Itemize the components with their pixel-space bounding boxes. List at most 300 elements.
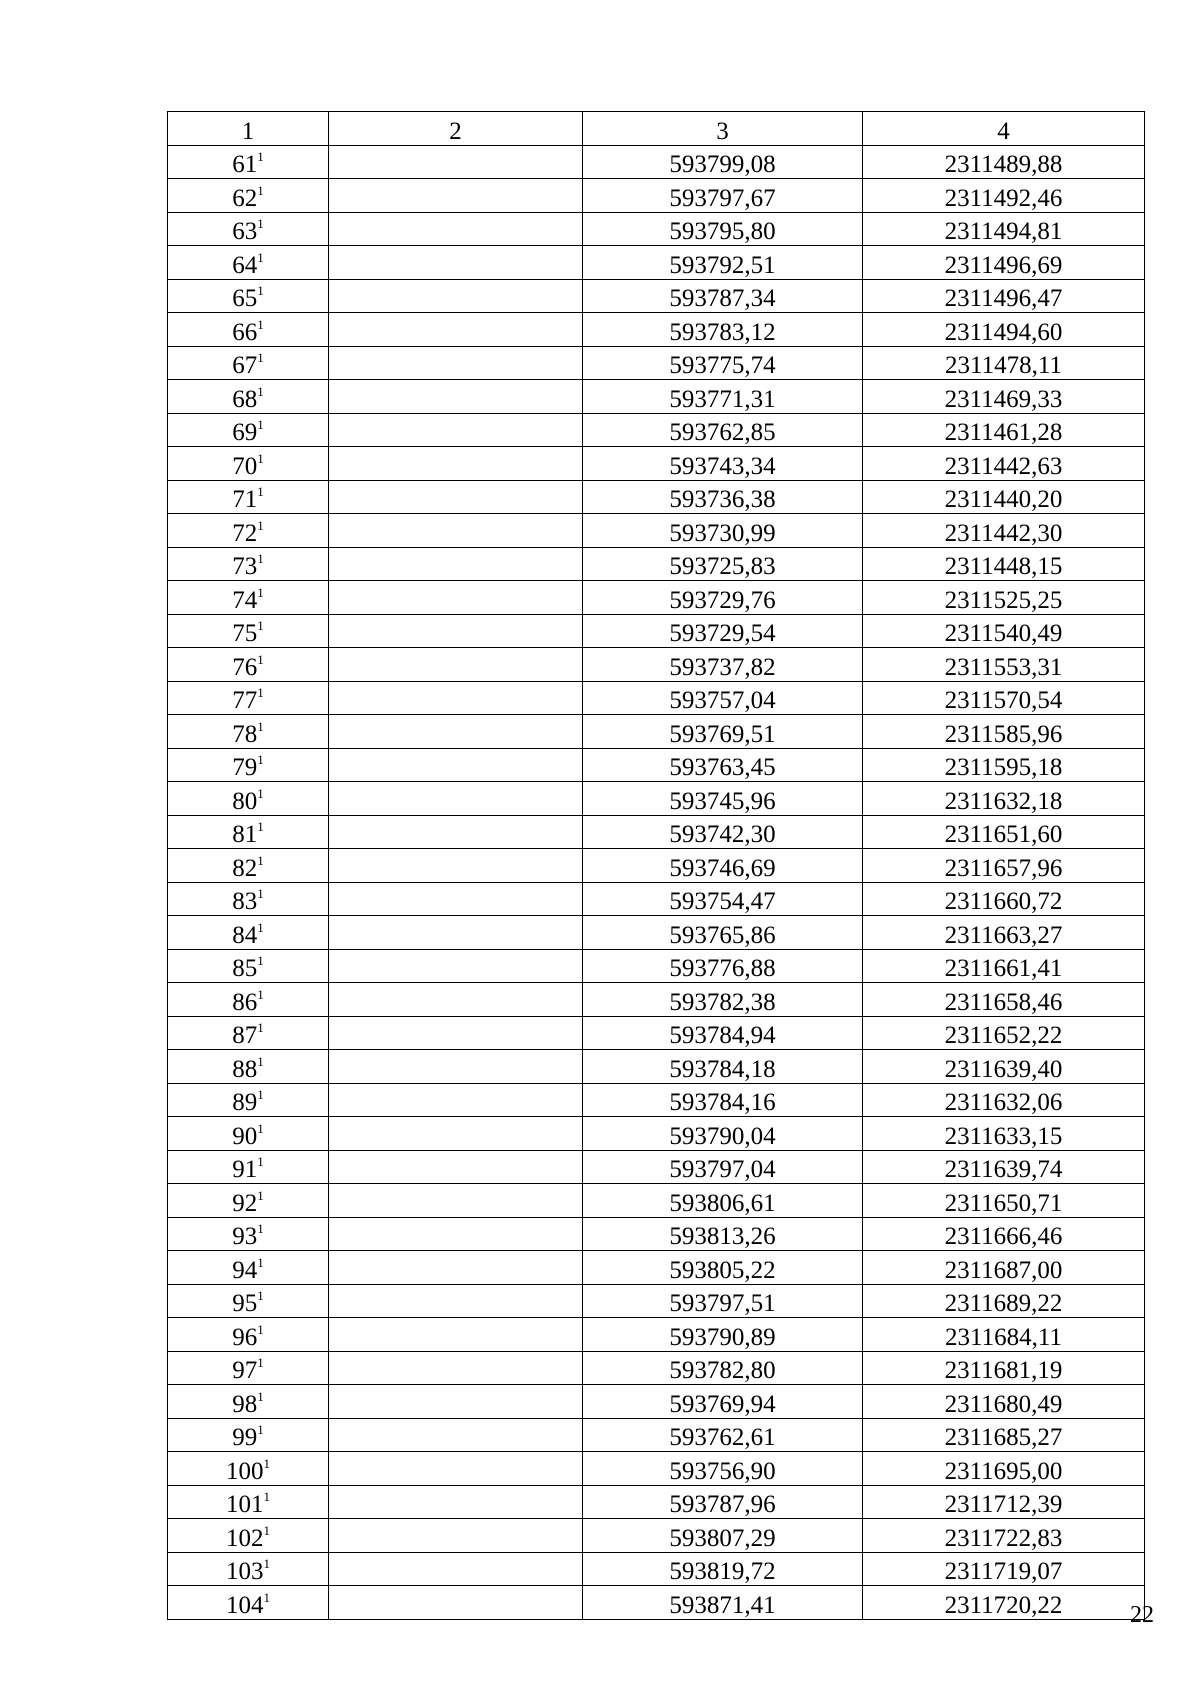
table-row: [168, 246, 1145, 280]
y-coordinate-cell: 2311570,54: [863, 681, 1145, 715]
point-number-superscript: 1: [257, 852, 264, 868]
point-number: 103: [226, 1558, 264, 1585]
point-number-superscript: 1: [257, 316, 264, 332]
x-coordinate-cell: 593745,96: [583, 782, 863, 816]
point-number: 102: [226, 1524, 264, 1552]
point-number-superscript: 1: [257, 182, 264, 198]
point-number-superscript: 1: [257, 1087, 264, 1102]
point-number: 73: [232, 553, 258, 580]
x-coordinate-cell: 593737,82: [583, 648, 863, 682]
point-number-superscript: 1: [257, 919, 264, 935]
x-coordinate-cell: 593790,89: [583, 1318, 863, 1352]
point-number-cell: [168, 1485, 329, 1519]
point-number-superscript: 1: [257, 1053, 264, 1069]
point-number-superscript: 1: [257, 718, 264, 734]
point-number: 92: [232, 1189, 258, 1217]
point-number: 66: [232, 318, 258, 346]
point-number: 63: [232, 218, 258, 245]
point-number-cell: [168, 380, 329, 414]
header-row: [168, 112, 1145, 146]
table-row: [168, 413, 1145, 447]
column-header-4: 4: [863, 112, 1145, 146]
name-cell: [329, 815, 583, 849]
table-row: [168, 849, 1145, 883]
y-coordinate-cell: 2311448,15: [863, 547, 1145, 581]
point-number: 89: [232, 1089, 258, 1116]
point-number-superscript: 1: [263, 1589, 270, 1605]
table-row: [168, 815, 1145, 849]
point-number-superscript: 1: [257, 1321, 264, 1337]
point-number-cell: [168, 748, 329, 782]
point-number-cell: [168, 1385, 329, 1419]
y-coordinate-cell: 2311695,00: [863, 1452, 1145, 1486]
table-row: [168, 1251, 1145, 1285]
point-number: 98: [232, 1390, 258, 1418]
name-cell: [329, 1117, 583, 1151]
y-coordinate-cell: 2311720,22: [863, 1586, 1145, 1620]
y-coordinate-cell: 2311492,46: [863, 179, 1145, 213]
point-number-cell: [168, 1418, 329, 1452]
point-number: 85: [232, 955, 258, 982]
name-cell: [329, 1217, 583, 1251]
table-row: [168, 1117, 1145, 1151]
name-cell: [329, 145, 583, 179]
point-number-superscript: 1: [257, 685, 264, 700]
x-coordinate-cell: 593806,61: [583, 1184, 863, 1218]
table-row: [168, 145, 1145, 179]
name-cell: [329, 1284, 583, 1318]
point-number-superscript: 1: [257, 1254, 264, 1270]
x-coordinate-cell: 593784,18: [583, 1050, 863, 1084]
x-coordinate-cell: 593776,88: [583, 949, 863, 983]
name-cell: [329, 246, 583, 280]
table-row: [168, 279, 1145, 313]
point-number-superscript: 1: [257, 752, 264, 767]
point-number-superscript: 1: [263, 1455, 270, 1471]
point-number: 72: [232, 519, 258, 547]
x-coordinate-cell: 593819,72: [583, 1552, 863, 1586]
name-cell: [329, 782, 583, 816]
y-coordinate-cell: 2311651,60: [863, 815, 1145, 849]
point-number-superscript: 1: [257, 1388, 264, 1404]
point-number-superscript: 1: [263, 1556, 270, 1571]
table-row: [168, 547, 1145, 581]
table-row: [168, 480, 1145, 514]
y-coordinate-cell: 2311478,11: [863, 346, 1145, 380]
x-coordinate-cell: 593730,99: [583, 514, 863, 548]
point-number: 95: [232, 1290, 258, 1317]
point-number-superscript: 1: [257, 216, 264, 231]
name-cell: [329, 1083, 583, 1117]
name-cell: [329, 581, 583, 615]
y-coordinate-cell: 2311685,27: [863, 1418, 1145, 1452]
name-cell: [329, 1050, 583, 1084]
name-cell: [329, 1016, 583, 1050]
column-header-1: 1: [168, 112, 329, 146]
table-row: [168, 782, 1145, 816]
point-number: 90: [232, 1122, 258, 1150]
name-cell: [329, 514, 583, 548]
x-coordinate-cell: 593725,83: [583, 547, 863, 581]
point-number-superscript: 1: [257, 484, 264, 499]
table-row: [168, 1418, 1145, 1452]
point-number-cell: [168, 346, 329, 380]
page-number: 22: [1130, 1602, 1154, 1628]
point-number-cell: [168, 882, 329, 916]
y-coordinate-cell: 2311689,22: [863, 1284, 1145, 1318]
point-number-superscript: 1: [257, 819, 264, 834]
table-row: [168, 179, 1145, 213]
y-coordinate-cell: 2311489,88: [863, 145, 1145, 179]
name-cell: [329, 849, 583, 883]
y-coordinate-cell: 2311684,11: [863, 1318, 1145, 1352]
point-number-superscript: 1: [257, 283, 264, 298]
point-number-cell: [168, 715, 329, 749]
point-number: 71: [232, 486, 258, 513]
x-coordinate-cell: 593775,74: [583, 346, 863, 380]
point-number-superscript: 1: [257, 1355, 264, 1370]
name-cell: [329, 1485, 583, 1519]
point-number-cell: [168, 949, 329, 983]
y-coordinate-cell: 2311660,72: [863, 882, 1145, 916]
x-coordinate-cell: 593742,30: [583, 815, 863, 849]
y-coordinate-cell: 2311652,22: [863, 1016, 1145, 1050]
x-coordinate-cell: 593784,16: [583, 1083, 863, 1117]
point-number-cell: [168, 179, 329, 213]
point-number: 61: [232, 151, 258, 178]
y-coordinate-cell: 2311663,27: [863, 916, 1145, 950]
name-cell: [329, 413, 583, 447]
x-coordinate-cell: 593805,22: [583, 1251, 863, 1285]
point-number-superscript: 1: [257, 651, 264, 667]
table-row: [168, 715, 1145, 749]
point-number-cell: [168, 581, 329, 615]
name-cell: [329, 447, 583, 481]
x-coordinate-cell: 593871,41: [583, 1586, 863, 1620]
point-number-cell: [168, 983, 329, 1017]
point-number: 75: [232, 620, 258, 647]
point-number-superscript: 1: [257, 618, 264, 633]
point-number: 99: [232, 1424, 258, 1451]
table-row: [168, 949, 1145, 983]
name-cell: [329, 1150, 583, 1184]
table-row: [168, 1184, 1145, 1218]
y-coordinate-cell: 2311540,49: [863, 614, 1145, 648]
table-row: [168, 748, 1145, 782]
name-cell: [329, 1385, 583, 1419]
point-number-cell: [168, 145, 329, 179]
point-number: 86: [232, 988, 258, 1016]
table-row: [168, 1083, 1145, 1117]
name-cell: [329, 983, 583, 1017]
point-number-cell: [168, 279, 329, 313]
point-number-cell: [168, 1351, 329, 1385]
point-number-superscript: 1: [257, 149, 264, 164]
table-row: [168, 983, 1145, 1017]
name-cell: [329, 1351, 583, 1385]
name-cell: [329, 949, 583, 983]
point-number-superscript: 1: [257, 1221, 264, 1236]
point-number: 80: [232, 787, 258, 815]
point-number-cell: [168, 614, 329, 648]
table-row: [168, 1318, 1145, 1352]
y-coordinate-cell: 2311440,20: [863, 480, 1145, 514]
y-coordinate-cell: 2311595,18: [863, 748, 1145, 782]
name-cell: [329, 380, 583, 414]
point-number-superscript: 1: [257, 584, 264, 600]
table-row: [168, 1586, 1145, 1620]
point-number: 70: [232, 452, 258, 480]
x-coordinate-cell: 593762,85: [583, 413, 863, 447]
point-number: 76: [232, 653, 258, 681]
y-coordinate-cell: 2311442,30: [863, 514, 1145, 548]
name-cell: [329, 681, 583, 715]
y-coordinate-cell: 2311585,96: [863, 715, 1145, 749]
x-coordinate-cell: 593813,26: [583, 1217, 863, 1251]
name-cell: [329, 614, 583, 648]
x-coordinate-cell: 593756,90: [583, 1452, 863, 1486]
point-number-cell: [168, 1318, 329, 1352]
table-row: [168, 581, 1145, 615]
point-number: 93: [232, 1223, 258, 1250]
point-number-cell: [168, 1016, 329, 1050]
y-coordinate-cell: 2311496,69: [863, 246, 1145, 280]
point-number: 97: [232, 1357, 258, 1384]
point-number-cell: [168, 246, 329, 280]
y-coordinate-cell: 2311494,60: [863, 313, 1145, 347]
name-cell: [329, 279, 583, 313]
table-row: [168, 1016, 1145, 1050]
name-cell: [329, 313, 583, 347]
y-coordinate-cell: 2311496,47: [863, 279, 1145, 313]
y-coordinate-cell: 2311442,63: [863, 447, 1145, 481]
name-cell: [329, 1519, 583, 1553]
name-cell: [329, 1586, 583, 1620]
point-number: 79: [232, 754, 258, 781]
table-row: [168, 1150, 1145, 1184]
x-coordinate-cell: 593736,38: [583, 480, 863, 514]
y-coordinate-cell: 2311639,74: [863, 1150, 1145, 1184]
name-cell: [329, 212, 583, 246]
point-number-superscript: 1: [257, 953, 264, 968]
table-row: [168, 447, 1145, 481]
y-coordinate-cell: 2311553,31: [863, 648, 1145, 682]
x-coordinate-cell: 593763,45: [583, 748, 863, 782]
point-number-superscript: 1: [257, 1422, 264, 1437]
y-coordinate-cell: 2311632,18: [863, 782, 1145, 816]
y-coordinate-cell: 2311461,28: [863, 413, 1145, 447]
name-cell: [329, 346, 583, 380]
name-cell: [329, 480, 583, 514]
point-number: 88: [232, 1055, 258, 1083]
point-number-cell: [168, 1552, 329, 1586]
x-coordinate-cell: 593790,04: [583, 1117, 863, 1151]
x-coordinate-cell: 593769,51: [583, 715, 863, 749]
name-cell: [329, 648, 583, 682]
x-coordinate-cell: 593765,86: [583, 916, 863, 950]
x-coordinate-cell: 593792,51: [583, 246, 863, 280]
point-number-cell: [168, 1251, 329, 1285]
x-coordinate-cell: 593797,67: [583, 179, 863, 213]
y-coordinate-cell: 2311661,41: [863, 949, 1145, 983]
point-number: 68: [232, 385, 258, 413]
x-coordinate-cell: 593743,34: [583, 447, 863, 481]
point-number-cell: [168, 480, 329, 514]
table-row: [168, 1284, 1145, 1318]
table-row: [168, 1452, 1145, 1486]
point-number-superscript: 1: [263, 1522, 270, 1538]
y-coordinate-cell: 2311712,39: [863, 1485, 1145, 1519]
y-coordinate-cell: 2311687,00: [863, 1251, 1145, 1285]
x-coordinate-cell: 593762,61: [583, 1418, 863, 1452]
x-coordinate-cell: 593771,31: [583, 380, 863, 414]
point-number-superscript: 1: [257, 450, 264, 466]
y-coordinate-cell: 2311494,81: [863, 212, 1145, 246]
point-number-cell: [168, 1150, 329, 1184]
table-row: [168, 1485, 1145, 1519]
y-coordinate-cell: 2311633,15: [863, 1117, 1145, 1151]
x-coordinate-cell: 593797,04: [583, 1150, 863, 1184]
table-row: [168, 346, 1145, 380]
point-number-superscript: 1: [263, 1489, 270, 1504]
name-cell: [329, 916, 583, 950]
point-number: 87: [232, 1022, 258, 1049]
table-row: [168, 1385, 1145, 1419]
point-number-superscript: 1: [257, 417, 264, 432]
name-cell: [329, 547, 583, 581]
point-number: 65: [232, 285, 258, 312]
point-number-cell: [168, 1519, 329, 1553]
point-number: 101: [226, 1491, 264, 1518]
y-coordinate-cell: 2311650,71: [863, 1184, 1145, 1218]
name-cell: [329, 748, 583, 782]
coordinates-table: [167, 111, 1145, 1620]
point-number-cell: [168, 1586, 329, 1620]
x-coordinate-cell: 593729,54: [583, 614, 863, 648]
point-number-cell: [168, 648, 329, 682]
x-coordinate-cell: 593807,29: [583, 1519, 863, 1553]
y-coordinate-cell: 2311469,33: [863, 380, 1145, 414]
point-number-superscript: 1: [257, 249, 264, 265]
x-coordinate-cell: 593729,76: [583, 581, 863, 615]
point-number-superscript: 1: [257, 1288, 264, 1303]
column-header-3: 3: [583, 112, 863, 146]
x-coordinate-cell: 593754,47: [583, 882, 863, 916]
table-row: [168, 1217, 1145, 1251]
point-number-cell: [168, 782, 329, 816]
point-number: 69: [232, 419, 258, 446]
point-number-cell: [168, 313, 329, 347]
x-coordinate-cell: 593784,94: [583, 1016, 863, 1050]
point-number: 96: [232, 1323, 258, 1351]
point-number: 82: [232, 854, 258, 882]
point-number-superscript: 1: [257, 383, 264, 399]
point-number: 62: [232, 184, 258, 212]
point-number-cell: [168, 1217, 329, 1251]
point-number-cell: [168, 547, 329, 581]
y-coordinate-cell: 2311666,46: [863, 1217, 1145, 1251]
x-coordinate-cell: 593746,69: [583, 849, 863, 883]
point-number-superscript: 1: [257, 785, 264, 801]
y-coordinate-cell: 2311525,25: [863, 581, 1145, 615]
y-coordinate-cell: 2311632,06: [863, 1083, 1145, 1117]
y-coordinate-cell: 2311680,49: [863, 1385, 1145, 1419]
point-number: 83: [232, 888, 258, 915]
name-cell: [329, 1418, 583, 1452]
y-coordinate-cell: 2311722,83: [863, 1519, 1145, 1553]
point-number-cell: [168, 916, 329, 950]
point-number-cell: [168, 447, 329, 481]
table-row: [168, 313, 1145, 347]
table-row: [168, 648, 1145, 682]
x-coordinate-cell: 593797,51: [583, 1284, 863, 1318]
point-number-cell: [168, 1184, 329, 1218]
x-coordinate-cell: 593769,94: [583, 1385, 863, 1419]
x-coordinate-cell: 593787,96: [583, 1485, 863, 1519]
point-number-superscript: 1: [257, 1120, 264, 1136]
y-coordinate-cell: 2311681,19: [863, 1351, 1145, 1385]
table-row: [168, 1050, 1145, 1084]
column-header-2: 2: [329, 112, 583, 146]
table-body: [168, 145, 1145, 1619]
y-coordinate-cell: 2311657,96: [863, 849, 1145, 883]
point-number-superscript: 1: [257, 517, 264, 533]
point-number-cell: [168, 1050, 329, 1084]
point-number: 77: [232, 687, 258, 714]
table-row: [168, 1519, 1145, 1553]
x-coordinate-cell: 593787,34: [583, 279, 863, 313]
point-number-cell: [168, 1117, 329, 1151]
point-number: 81: [232, 821, 258, 848]
point-number-superscript: 1: [257, 1187, 264, 1203]
point-number: 94: [232, 1256, 258, 1284]
point-number: 104: [226, 1591, 264, 1619]
point-number-cell: [168, 212, 329, 246]
table-row: [168, 514, 1145, 548]
point-number: 64: [232, 251, 258, 279]
x-coordinate-cell: 593782,80: [583, 1351, 863, 1385]
point-number-cell: [168, 681, 329, 715]
name-cell: [329, 882, 583, 916]
table-row: [168, 380, 1145, 414]
point-number-superscript: 1: [257, 551, 264, 566]
name-cell: [329, 1251, 583, 1285]
point-number-superscript: 1: [257, 1020, 264, 1035]
name-cell: [329, 1452, 583, 1486]
y-coordinate-cell: 2311639,40: [863, 1050, 1145, 1084]
point-number-superscript: 1: [257, 886, 264, 901]
name-cell: [329, 1552, 583, 1586]
name-cell: [329, 179, 583, 213]
point-number-superscript: 1: [257, 986, 264, 1002]
point-number-cell: [168, 815, 329, 849]
x-coordinate-cell: 593783,12: [583, 313, 863, 347]
name-cell: [329, 1184, 583, 1218]
point-number-superscript: 1: [257, 350, 264, 365]
table-row: [168, 614, 1145, 648]
table-row: [168, 1351, 1145, 1385]
table-header: [168, 112, 1145, 146]
table-row: [168, 1552, 1145, 1586]
point-number-superscript: 1: [257, 1154, 264, 1169]
y-coordinate-cell: 2311658,46: [863, 983, 1145, 1017]
point-number-cell: [168, 1284, 329, 1318]
x-coordinate-cell: 593757,04: [583, 681, 863, 715]
y-coordinate-cell: 2311719,07: [863, 1552, 1145, 1586]
point-number-cell: [168, 849, 329, 883]
table-row: [168, 882, 1145, 916]
point-number-cell: [168, 413, 329, 447]
